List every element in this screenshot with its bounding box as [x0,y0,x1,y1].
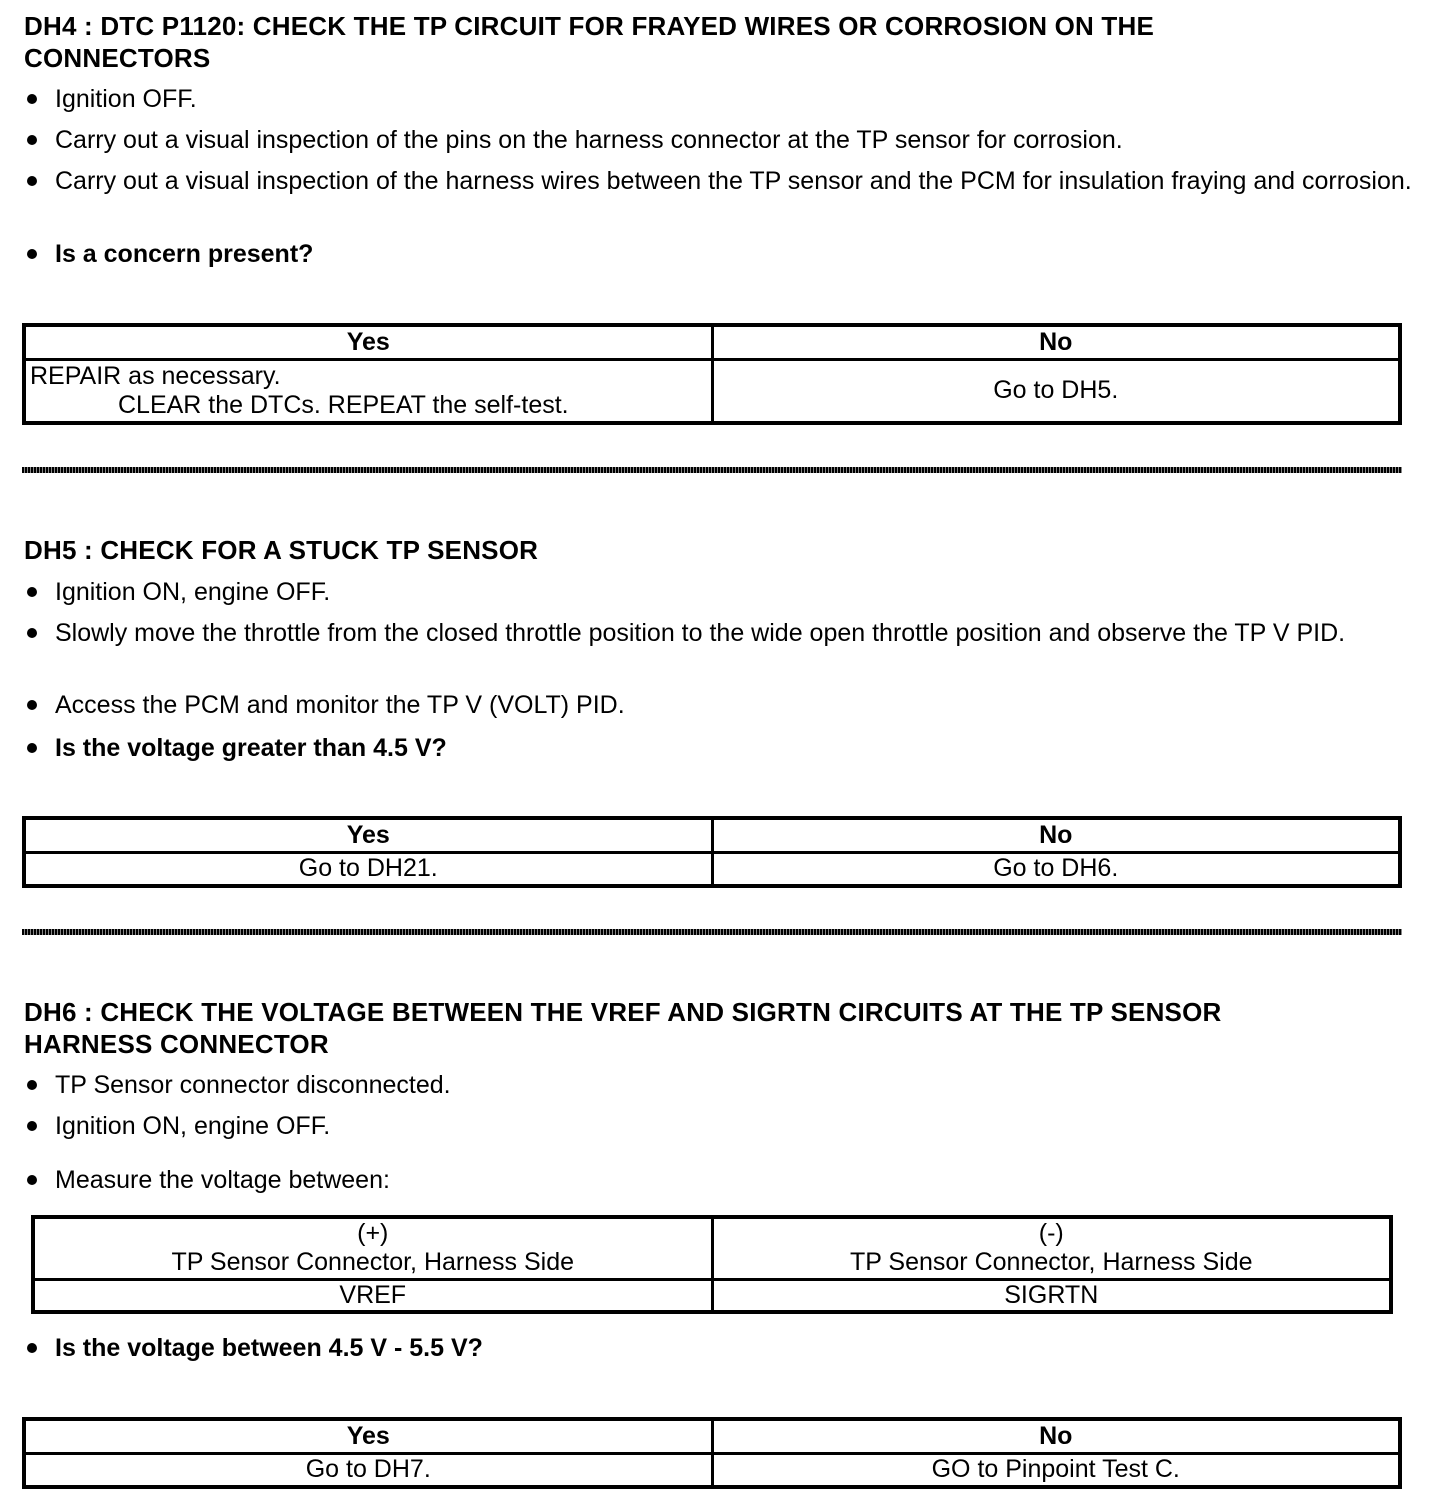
dh4-yes-header: Yes [24,325,712,359]
dh5-no-cell: Go to DH6. [712,852,1400,886]
dh4-title [24,10,1154,74]
dh6-title-line1: DH6 : CHECK THE VOLTAGE BETWEEN THE VREF AND SIGRTN CIRCUITS AT THE TP SENSOR [24,997,1222,1027]
dh6-positive-label: TP Sensor Connector, Harness Side [171,1248,575,1277]
bullet-icon [27,1343,37,1353]
dh4-bullet-1: Ignition OFF. [24,84,197,115]
dh5-bullet-1: Ignition ON, engine OFF. [24,577,330,608]
bullet-icon [27,249,37,259]
section-divider [22,467,1402,473]
dh4-result-table [22,323,1402,425]
dh4-yes-cell [24,359,712,423]
dh4-no-header: No [712,325,1400,359]
bullet-icon [27,700,37,710]
dh4-title-line1: DH4 : DTC P1120: CHECK THE TP CIRCUIT FOR FRAYED WIRES OR CORROSION ON THE [24,11,1155,41]
dh6-no-header: No [712,1419,1400,1453]
dh6-bullet-2: Ignition ON, engine OFF. [24,1111,330,1142]
dh5-title: DH5 : CHECK FOR A STUCK TP SENSOR [24,535,539,565]
dh6-title [24,996,1222,1060]
dh6-positive-value: VREF [33,1279,712,1312]
bullet-icon [27,94,37,104]
dh6-positive-sign: (+) [357,1219,389,1248]
dh4-bullet-3: Carry out a visual inspection of the harness wires between the TP sensor and the PCM for insulation fraying and corrosion. [24,166,1414,197]
bullet-icon [27,743,37,753]
dh6-bullet-3: Measure the voltage between: [24,1165,390,1196]
dh5-result-table [22,816,1402,888]
dh6-yes-cell: Go to DH7. [24,1453,712,1487]
bullet-icon [27,1080,37,1090]
dh5-yes-cell: Go to DH21. [24,852,712,886]
bullet-icon [27,176,37,186]
dh6-negative-header [712,1217,1391,1279]
section-divider [22,929,1402,935]
dh4-bullet-2: Carry out a visual inspection of the pins on the harness connector at the TP sensor for corrosion. [24,125,1123,156]
bullet-icon [27,587,37,597]
dh4-question: Is a concern present? [24,239,313,270]
dh6-no-cell: GO to Pinpoint Test C. [712,1453,1400,1487]
dh4-no-cell: Go to DH5. [712,359,1400,423]
bullet-icon [27,1175,37,1185]
dh6-negative-sign: (-) [1038,1219,1064,1248]
dh6-result-table [22,1417,1402,1489]
dh4-title-line2: CONNECTORS [24,43,211,73]
dh5-no-header: No [712,818,1400,852]
dh5-bullet-2: Slowly move the throttle from the closed throttle position to the wide open throttle position and observe the TP V PID. [24,618,1414,649]
dh4-yes-line1: REPAIR as necessary. [30,361,281,390]
bullet-icon [27,1121,37,1131]
dh5-question: Is the voltage greater than 4.5 V? [24,733,447,764]
dh6-title-line2: HARNESS CONNECTOR [24,1029,329,1059]
dh5-bullet-3: Access the PCM and monitor the TP V (VOLT) PID. [24,690,625,721]
dh6-yes-header: Yes [24,1419,712,1453]
bullet-icon [27,135,37,145]
dh6-measure-table [31,1215,1393,1314]
dh4-yes-line2: CLEAR the DTCs. REPEAT the self-test. [118,390,569,419]
dh6-negative-label: TP Sensor Connector, Harness Side [849,1248,1253,1277]
dh6-negative-value: SIGRTN [712,1279,1391,1312]
dh6-question: Is the voltage between 4.5 V - 5.5 V? [24,1333,483,1364]
dh6-positive-header [33,1217,712,1279]
dh6-bullet-1: TP Sensor connector disconnected. [24,1070,451,1101]
bullet-icon [27,628,37,638]
dh5-yes-header: Yes [24,818,712,852]
